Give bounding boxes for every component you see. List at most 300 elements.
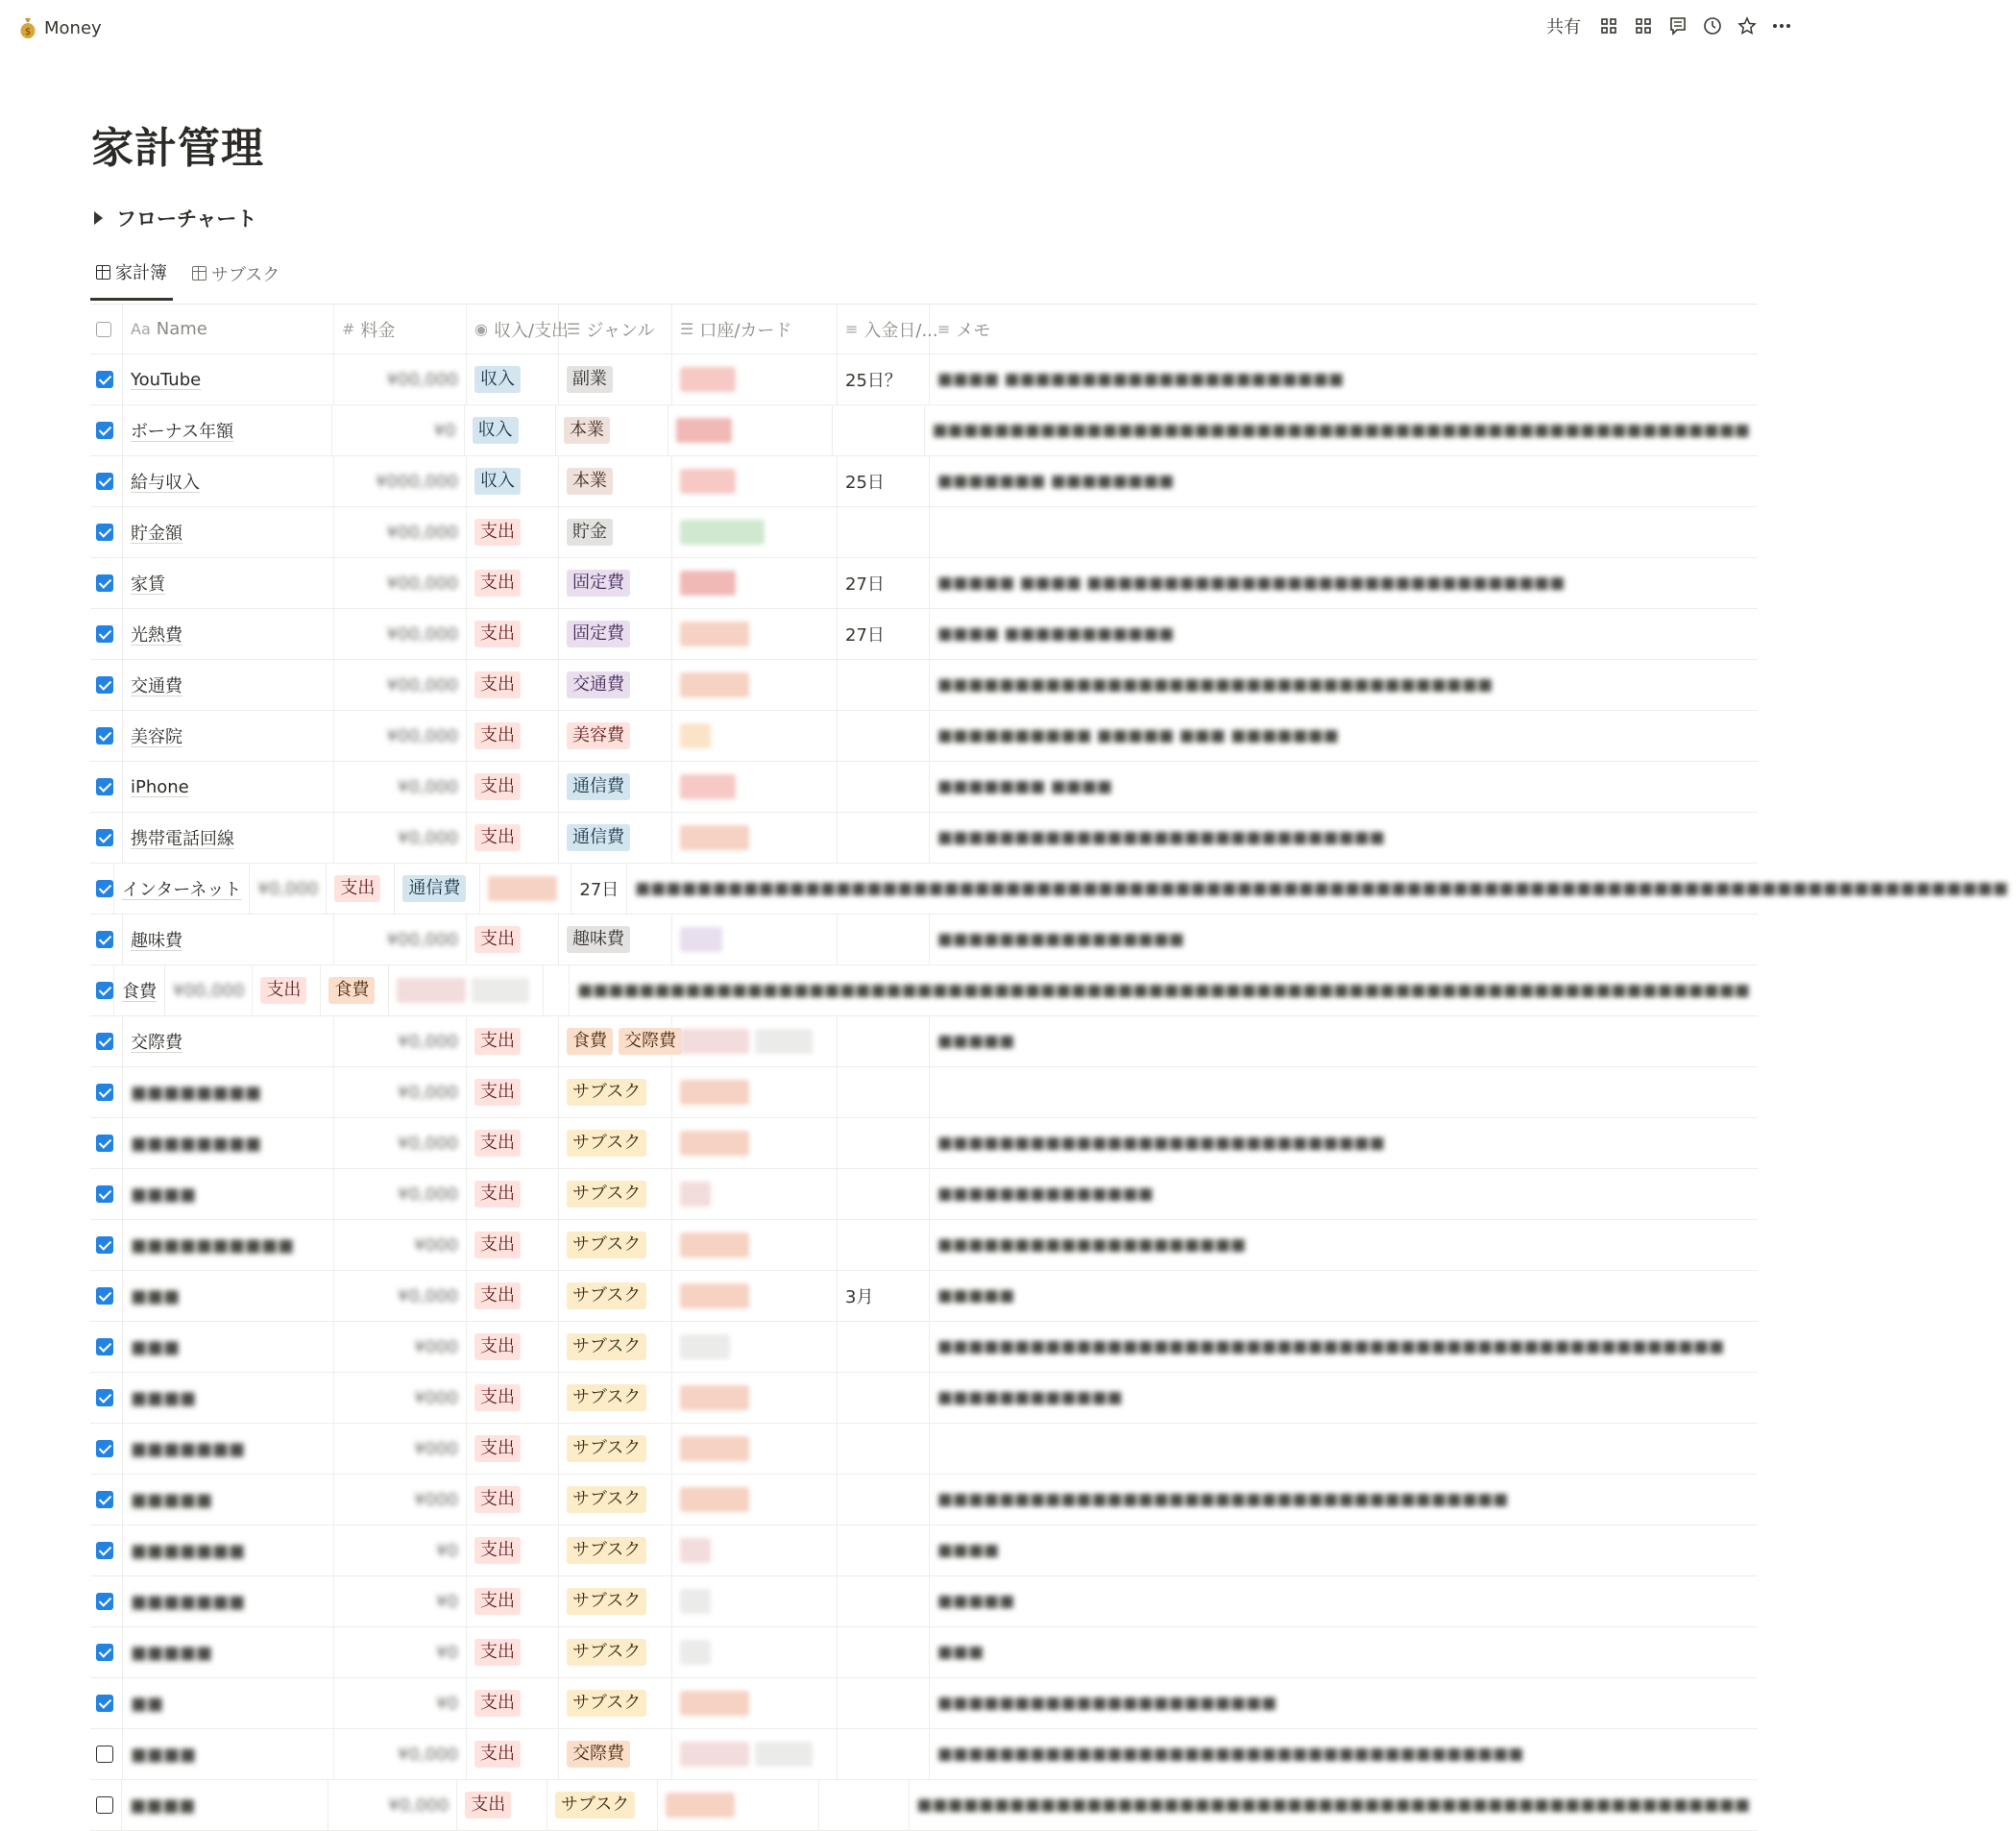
table-row[interactable] — [90, 1678, 1758, 1729]
row-date-cell[interactable] — [838, 558, 930, 608]
row-name[interactable]: 美容院 — [131, 727, 182, 747]
row-account-cell[interactable] — [672, 1067, 838, 1117]
share-button[interactable]: 共有 — [1546, 17, 1581, 37]
row-genre-cell[interactable] — [559, 456, 672, 506]
row-checkbox-cell[interactable] — [90, 1526, 123, 1575]
row-name-cell[interactable] — [123, 609, 334, 659]
checkbox-checked[interactable] — [96, 1440, 113, 1457]
row-date-cell[interactable] — [838, 1627, 930, 1677]
row-fee-cell[interactable] — [334, 1678, 467, 1728]
table-row[interactable] — [90, 1627, 1758, 1678]
row-genre-cell[interactable] — [559, 1322, 672, 1372]
row-checkbox-cell[interactable] — [90, 1576, 123, 1626]
row-checkbox-cell[interactable] — [90, 558, 123, 608]
breadcrumb[interactable] — [19, 16, 102, 39]
row-fee-cell[interactable] — [334, 456, 467, 506]
row-date-cell[interactable] — [838, 1322, 930, 1372]
row-io-cell[interactable] — [467, 354, 559, 404]
checkbox-checked[interactable] — [96, 778, 113, 795]
row-name-cell[interactable] — [123, 711, 334, 761]
row-name-cell[interactable] — [114, 965, 165, 1015]
row-checkbox-cell[interactable] — [90, 1475, 123, 1525]
row-fee-cell[interactable] — [328, 1780, 458, 1830]
row-date-cell[interactable] — [838, 354, 930, 404]
row-date-cell[interactable] — [571, 864, 627, 914]
row-account-cell[interactable] — [672, 711, 838, 761]
row-date-cell[interactable] — [838, 1220, 930, 1270]
row-io-cell[interactable] — [467, 1373, 559, 1423]
row-fee-cell[interactable] — [334, 1576, 467, 1626]
row-fee-cell[interactable] — [250, 864, 327, 914]
row-io-cell[interactable] — [467, 507, 559, 557]
row-name-cell[interactable] — [123, 1016, 334, 1066]
row-io-cell[interactable] — [327, 864, 395, 914]
checkbox-checked[interactable] — [96, 1236, 113, 1254]
row-memo-cell[interactable] — [930, 915, 1758, 964]
row-fee-cell[interactable] — [334, 660, 467, 710]
row-checkbox-cell[interactable] — [90, 1678, 123, 1728]
row-genre-cell[interactable] — [559, 1271, 672, 1321]
row-memo-cell[interactable] — [930, 609, 1758, 659]
checkbox-checked[interactable] — [96, 1185, 113, 1203]
row-fee-cell[interactable] — [334, 1016, 467, 1066]
checkbox-checked[interactable] — [96, 1695, 113, 1712]
checkbox-checked[interactable] — [96, 1644, 113, 1661]
row-name-cell[interactable] — [123, 1475, 334, 1525]
row-checkbox-cell[interactable] — [90, 507, 123, 557]
row-account-cell[interactable] — [672, 1424, 838, 1474]
row-genre-cell[interactable] — [559, 1678, 672, 1728]
row-date-cell[interactable] — [838, 1729, 930, 1779]
table-row[interactable] — [90, 1016, 1758, 1067]
row-fee-cell[interactable] — [334, 711, 467, 761]
table-row[interactable] — [90, 965, 1758, 1016]
row-memo-cell[interactable] — [930, 507, 1758, 557]
row-checkbox-cell[interactable] — [90, 1729, 123, 1779]
row-fee-cell[interactable] — [334, 507, 467, 557]
row-account-cell[interactable] — [672, 915, 838, 964]
row-account-cell[interactable] — [672, 813, 838, 863]
row-account-cell[interactable] — [672, 1373, 838, 1423]
table-row[interactable] — [90, 762, 1758, 813]
row-genre-cell[interactable] — [321, 965, 389, 1015]
row-io-cell[interactable] — [465, 405, 556, 455]
checkbox-checked[interactable] — [96, 1135, 113, 1152]
checkbox-checked[interactable] — [96, 473, 113, 490]
row-name-cell[interactable] — [123, 660, 334, 710]
row-io-cell[interactable] — [467, 1271, 559, 1321]
table-row[interactable] — [90, 405, 1758, 456]
table-row[interactable] — [90, 1169, 1758, 1220]
row-memo-cell[interactable] — [930, 1627, 1758, 1677]
row-checkbox-cell[interactable] — [90, 915, 123, 964]
table-row[interactable] — [90, 660, 1758, 711]
row-name[interactable]: iPhone — [131, 776, 189, 797]
row-fee-cell[interactable] — [334, 558, 467, 608]
row-account-cell[interactable] — [672, 1475, 838, 1525]
row-date-cell[interactable] — [838, 1169, 930, 1219]
row-account-cell[interactable] — [672, 456, 838, 506]
table-row[interactable] — [90, 813, 1758, 864]
row-checkbox-cell[interactable] — [90, 762, 123, 812]
row-date-cell[interactable] — [838, 762, 930, 812]
comment-icon[interactable] — [1667, 13, 1688, 38]
row-account-cell[interactable] — [672, 558, 838, 608]
row-io-cell[interactable] — [467, 1475, 559, 1525]
row-account-cell[interactable] — [672, 1627, 838, 1677]
row-genre-cell[interactable] — [559, 711, 672, 761]
row-name[interactable]: ■■■■■ — [131, 1642, 213, 1663]
row-date-cell[interactable] — [838, 660, 930, 710]
row-memo-cell[interactable] — [930, 1729, 1758, 1779]
more-icon[interactable] — [1771, 13, 1792, 38]
row-account-cell[interactable] — [672, 1576, 838, 1626]
table-row[interactable] — [90, 1118, 1758, 1169]
row-name-cell[interactable] — [123, 1729, 334, 1779]
row-name[interactable]: ■■■■■■■■ — [131, 1082, 262, 1103]
row-memo-cell[interactable] — [930, 1118, 1758, 1168]
row-memo-cell[interactable] — [930, 354, 1758, 404]
row-date-cell[interactable] — [838, 456, 930, 506]
checkbox-checked[interactable] — [96, 574, 113, 592]
table-row[interactable] — [90, 711, 1758, 762]
checkbox-checked[interactable] — [96, 1389, 113, 1406]
row-memo-cell[interactable] — [930, 660, 1758, 710]
row-genre-cell[interactable] — [559, 1169, 672, 1219]
row-name-cell[interactable] — [123, 1118, 334, 1168]
row-name-cell[interactable] — [123, 507, 334, 557]
row-account-cell[interactable] — [672, 1118, 838, 1168]
row-checkbox-cell[interactable] — [90, 711, 123, 761]
row-name[interactable]: 交際費 — [131, 1033, 182, 1053]
row-name[interactable]: 趣味費 — [131, 931, 182, 951]
row-io-cell[interactable] — [467, 1627, 559, 1677]
table-row[interactable] — [90, 354, 1758, 405]
checkbox-checked[interactable] — [96, 371, 113, 388]
row-name[interactable]: ■■■■ — [131, 1744, 197, 1765]
row-genre-cell[interactable] — [559, 762, 672, 812]
checkbox-unchecked[interactable] — [96, 1746, 113, 1763]
row-date-cell[interactable] — [838, 711, 930, 761]
row-name-cell[interactable] — [123, 405, 333, 455]
header-income-expense[interactable] — [467, 305, 570, 354]
row-fee-cell[interactable] — [334, 1322, 467, 1372]
row-io-cell[interactable] — [467, 1322, 559, 1372]
header-checkbox[interactable] — [90, 305, 123, 354]
row-memo-cell[interactable] — [930, 1678, 1758, 1728]
row-io-cell[interactable] — [457, 1780, 547, 1830]
row-fee-cell[interactable] — [334, 1067, 467, 1117]
row-io-cell[interactable] — [467, 1118, 559, 1168]
row-name-cell[interactable] — [123, 1271, 334, 1321]
checkbox-checked[interactable] — [96, 982, 113, 999]
row-fee-cell[interactable] — [334, 1475, 467, 1525]
row-checkbox-cell[interactable] — [90, 1627, 123, 1677]
row-account-cell[interactable] — [480, 864, 571, 914]
row-date-cell[interactable] — [833, 405, 924, 455]
row-name[interactable]: ■■■■■■■■■■ — [131, 1234, 295, 1256]
row-checkbox-cell[interactable] — [90, 1373, 123, 1423]
row-account-cell[interactable] — [672, 1271, 838, 1321]
row-account-cell[interactable] — [672, 354, 838, 404]
row-memo-cell[interactable] — [930, 1322, 1758, 1372]
row-genre-cell[interactable] — [559, 609, 672, 659]
table-row[interactable] — [90, 1729, 1758, 1780]
row-date-cell[interactable] — [838, 1271, 930, 1321]
row-date-cell[interactable] — [838, 1475, 930, 1525]
row-genre-cell[interactable] — [395, 864, 480, 914]
row-account-cell[interactable] — [672, 1526, 838, 1575]
row-io-cell[interactable] — [467, 1526, 559, 1575]
header-date[interactable] — [838, 305, 938, 354]
layout-icon[interactable] — [1633, 13, 1654, 38]
row-fee-cell[interactable] — [334, 915, 467, 964]
row-genre-cell[interactable] — [559, 1373, 672, 1423]
row-name[interactable]: YouTube — [131, 369, 202, 390]
row-genre-cell[interactable] — [559, 1118, 672, 1168]
row-genre-cell[interactable] — [559, 1475, 672, 1525]
row-date-cell[interactable] — [838, 609, 930, 659]
row-date-cell[interactable] — [838, 1067, 930, 1117]
table-row[interactable] — [90, 1067, 1758, 1118]
row-fee-cell[interactable] — [334, 1627, 467, 1677]
row-account-cell[interactable] — [672, 1220, 838, 1270]
row-name-cell[interactable] — [123, 1067, 334, 1117]
row-date-cell[interactable] — [838, 915, 930, 964]
star-icon[interactable] — [1737, 13, 1758, 38]
row-memo-cell[interactable] — [930, 1526, 1758, 1575]
row-name[interactable]: ■■■■ — [130, 1794, 196, 1816]
row-account-cell[interactable] — [672, 1322, 838, 1372]
row-date-cell[interactable] — [838, 1576, 930, 1626]
table-row[interactable] — [90, 1475, 1758, 1526]
row-date-cell[interactable] — [838, 1526, 930, 1575]
row-date-cell[interactable] — [838, 507, 930, 557]
row-name-cell[interactable] — [123, 813, 334, 863]
row-account-cell[interactable] — [672, 660, 838, 710]
checkbox-checked[interactable] — [96, 880, 113, 897]
row-checkbox-cell[interactable] — [90, 1780, 122, 1830]
row-fee-cell[interactable] — [334, 1169, 467, 1219]
row-name[interactable]: ■■■■■■■■ — [131, 1133, 262, 1154]
row-fee-cell[interactable] — [334, 1271, 467, 1321]
row-date-cell[interactable] — [819, 1780, 910, 1830]
row-name[interactable]: インターネット — [122, 880, 242, 900]
row-name-cell[interactable] — [123, 354, 334, 404]
row-genre-cell[interactable] — [559, 813, 672, 863]
row-io-cell[interactable] — [467, 558, 559, 608]
row-genre-cell[interactable] — [559, 1424, 672, 1474]
row-account-cell[interactable] — [672, 609, 838, 659]
row-memo-cell[interactable] — [930, 1475, 1758, 1525]
row-name[interactable]: ■■■■ — [131, 1387, 197, 1408]
row-genre-cell[interactable] — [559, 558, 672, 608]
row-io-cell[interactable] — [467, 1169, 559, 1219]
row-name[interactable]: ■■■■ — [131, 1184, 197, 1205]
table-row[interactable] — [90, 1576, 1758, 1627]
checkbox-checked[interactable] — [96, 1033, 113, 1050]
tab-subscription[interactable] — [186, 257, 285, 301]
triangle-right-icon[interactable] — [94, 211, 103, 225]
row-io-cell[interactable] — [253, 965, 321, 1015]
table-row[interactable] — [90, 1322, 1758, 1373]
row-checkbox-cell[interactable] — [90, 1220, 123, 1270]
row-checkbox-cell[interactable] — [90, 660, 123, 710]
table-row[interactable] — [90, 507, 1758, 558]
row-io-cell[interactable] — [467, 456, 559, 506]
row-fee-cell[interactable] — [334, 1118, 467, 1168]
checkbox-checked[interactable] — [96, 1542, 113, 1559]
row-date-cell[interactable] — [838, 1016, 930, 1066]
row-name-cell[interactable] — [123, 1678, 334, 1728]
row-checkbox-cell[interactable] — [90, 1016, 123, 1066]
row-memo-cell[interactable] — [930, 1067, 1758, 1117]
row-memo-cell[interactable] — [930, 1169, 1758, 1219]
checkbox-checked[interactable] — [96, 625, 113, 643]
row-name[interactable]: ■■■■■■■ — [131, 1591, 246, 1612]
row-checkbox-cell[interactable] — [90, 813, 123, 863]
row-name-cell[interactable] — [123, 558, 334, 608]
row-fee-cell[interactable] — [334, 762, 467, 812]
row-genre-cell[interactable] — [559, 354, 672, 404]
row-fee-cell[interactable] — [334, 1373, 467, 1423]
row-io-cell[interactable] — [467, 660, 559, 710]
row-date-cell[interactable] — [838, 1373, 930, 1423]
row-io-cell[interactable] — [467, 813, 559, 863]
grid-icon[interactable] — [1598, 13, 1619, 38]
row-genre-cell[interactable] — [547, 1780, 658, 1830]
row-genre-cell[interactable] — [559, 507, 672, 557]
row-name[interactable]: ボーナス年額 — [130, 422, 234, 442]
row-genre-cell[interactable] — [556, 405, 668, 455]
row-fee-cell[interactable] — [334, 1729, 467, 1779]
header-fee[interactable] — [334, 305, 467, 354]
row-checkbox-cell[interactable] — [90, 405, 123, 455]
row-account-cell[interactable] — [672, 1729, 838, 1779]
checkbox-checked[interactable] — [96, 1491, 113, 1508]
checkbox-unchecked[interactable] — [96, 1796, 113, 1814]
row-account-cell[interactable] — [658, 1780, 819, 1830]
table-row[interactable] — [90, 456, 1758, 507]
row-name-cell[interactable] — [123, 1373, 334, 1423]
row-memo-cell[interactable] — [910, 1780, 1758, 1830]
row-io-cell[interactable] — [467, 1220, 559, 1270]
row-name[interactable]: ■■■ — [131, 1285, 181, 1306]
row-checkbox-cell[interactable] — [90, 1271, 123, 1321]
row-name-cell[interactable] — [123, 1526, 334, 1575]
checkbox-checked[interactable] — [96, 1287, 113, 1305]
row-genre-cell[interactable] — [559, 660, 672, 710]
row-fee-cell[interactable] — [332, 405, 464, 455]
row-checkbox-cell[interactable] — [90, 1169, 123, 1219]
row-memo-cell[interactable] — [930, 1220, 1758, 1270]
row-account-cell[interactable] — [672, 507, 838, 557]
row-memo-cell[interactable] — [627, 864, 2016, 914]
row-name[interactable]: ■■■■■■■ — [131, 1438, 246, 1459]
table-row[interactable] — [90, 864, 2008, 915]
row-date-cell[interactable] — [838, 1678, 930, 1728]
row-name-cell[interactable] — [122, 1780, 328, 1830]
row-genre-cell[interactable] — [559, 1067, 672, 1117]
row-account-cell[interactable] — [389, 965, 544, 1015]
row-io-cell[interactable] — [467, 915, 559, 964]
table-row[interactable] — [90, 1424, 1758, 1475]
row-memo-cell[interactable] — [930, 1424, 1758, 1474]
table-row[interactable] — [90, 558, 1758, 609]
row-date-cell[interactable] — [838, 813, 930, 863]
row-fee-cell[interactable] — [334, 354, 467, 404]
row-name[interactable]: 交通費 — [131, 676, 182, 696]
table-row[interactable] — [90, 1271, 1758, 1322]
row-io-cell[interactable] — [467, 1729, 559, 1779]
checkbox-checked[interactable] — [96, 829, 113, 846]
clock-icon[interactable] — [1702, 13, 1723, 38]
row-name-cell[interactable] — [123, 1576, 334, 1626]
checkbox-checked[interactable] — [96, 931, 113, 948]
row-io-cell[interactable] — [467, 1576, 559, 1626]
row-io-cell[interactable] — [467, 1067, 559, 1117]
table-row[interactable] — [90, 1780, 1758, 1831]
row-io-cell[interactable] — [467, 1016, 559, 1066]
row-io-cell[interactable] — [467, 1424, 559, 1474]
row-account-cell[interactable] — [672, 1169, 838, 1219]
row-name-cell[interactable] — [114, 864, 250, 914]
row-name-cell[interactable] — [123, 1220, 334, 1270]
checkbox-checked[interactable] — [96, 422, 113, 439]
row-name[interactable]: 貯金額 — [131, 524, 182, 544]
row-name-cell[interactable] — [123, 456, 334, 506]
row-name[interactable]: 家賃 — [131, 574, 165, 595]
row-checkbox-cell[interactable] — [90, 1067, 123, 1117]
row-fee-cell[interactable] — [334, 1424, 467, 1474]
row-io-cell[interactable] — [467, 609, 559, 659]
checkbox-checked[interactable] — [96, 1593, 113, 1610]
row-checkbox-cell[interactable] — [90, 1118, 123, 1168]
row-name-cell[interactable] — [123, 1627, 334, 1677]
row-checkbox-cell[interactable] — [90, 1424, 123, 1474]
row-date-cell[interactable] — [544, 965, 570, 1015]
row-checkbox-cell[interactable] — [90, 965, 114, 1015]
flowchart-toggle[interactable] — [94, 204, 256, 232]
table-row[interactable] — [90, 1526, 1758, 1576]
row-memo-cell[interactable] — [930, 1016, 1758, 1066]
row-name[interactable]: 給与収入 — [131, 473, 200, 493]
row-name-cell[interactable] — [123, 1169, 334, 1219]
breadcrumb-title[interactable]: Money — [44, 17, 102, 38]
row-name-cell[interactable] — [123, 762, 334, 812]
row-name-cell[interactable] — [123, 915, 334, 964]
row-fee-cell[interactable] — [334, 609, 467, 659]
table-row[interactable] — [90, 1373, 1758, 1424]
row-name[interactable]: ■■■ — [131, 1336, 181, 1357]
row-memo-cell[interactable] — [930, 762, 1758, 812]
row-date-cell[interactable] — [838, 1118, 930, 1168]
row-genre-cell[interactable] — [559, 1576, 672, 1626]
row-checkbox-cell[interactable] — [90, 609, 123, 659]
checkbox-checked[interactable] — [96, 727, 113, 745]
checkbox-checked[interactable] — [96, 1084, 113, 1101]
row-memo-cell[interactable] — [930, 558, 1758, 608]
table-row[interactable] — [90, 609, 1758, 660]
header-genre[interactable] — [559, 305, 672, 354]
row-genre-cell[interactable] — [559, 1526, 672, 1575]
row-memo-cell[interactable] — [930, 1373, 1758, 1423]
row-name[interactable]: ■■■■■ — [131, 1489, 213, 1510]
row-io-cell[interactable] — [467, 762, 559, 812]
row-memo-cell[interactable] — [570, 965, 1758, 1015]
row-memo-cell[interactable] — [930, 711, 1758, 761]
row-memo-cell[interactable] — [930, 1576, 1758, 1626]
